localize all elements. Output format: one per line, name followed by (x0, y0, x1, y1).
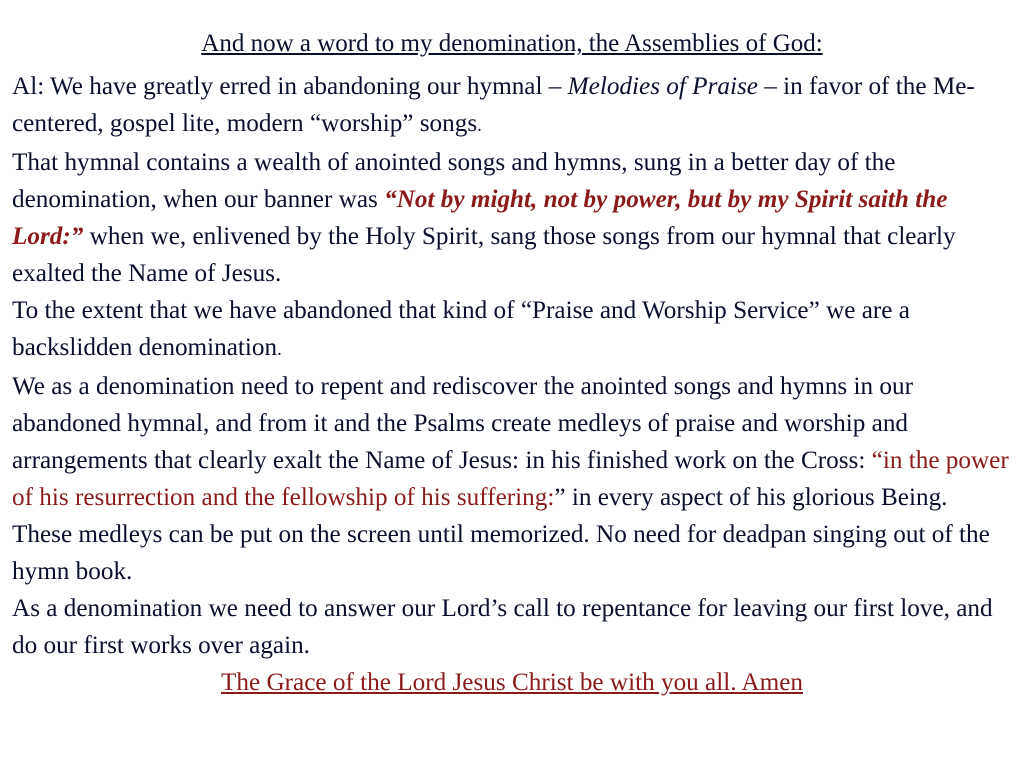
paragraph-first-love: As a denomination we need to answer our Lord’s call to repentance for leaving our first love, and do our first works over again. (12, 595, 993, 659)
hymnal-text-start: Al: We have greatly erred in abandoning our hymnal – (12, 73, 568, 100)
hymnal-text-end: – in favor of the Me-centered, gospel lite, modern “worship” songs (12, 73, 975, 137)
backslidden-text: To the extent that we have abandoned that kind of “Praise and Worship Service” we are a backslidden denomination (12, 297, 910, 361)
slide-body (12, 68, 1012, 701)
paragraph-banner (12, 144, 1012, 292)
slide-heading: And now a word to my denomination, the Assemblies of God: (201, 30, 823, 57)
paragraph-repent (12, 368, 1012, 516)
paragraph-hymnal (12, 68, 1012, 144)
paragraph-medleys: These medleys can be put on the screen until memorized. No need for deadpan singing out of the hymn book. (12, 521, 990, 585)
resurrection-close-quote: ” (554, 484, 566, 511)
banner-text-start: That hymnal contains a wealth of anointed songs and hymns, sung in a better day of the denomination, when our banner was (12, 149, 896, 213)
backslidden-period: . (277, 339, 282, 360)
repent-text-start: We as a denomination need to repent and rediscover the anointed songs and hymns in our abandoned hymnal, and from it and the Psalms create medleys of praise and worship and arrangements that clearly exalt the Name of Jesus: in his finished work on the Cross: (12, 373, 913, 474)
hymnal-period: . (477, 115, 482, 136)
resurrection-quote: “in the power of his resurrection and the fellowship of his suffering: (12, 447, 1009, 511)
banner-text-end: when we, enlivened by the Holy Spirit, sang those songs from our hymnal that clearly exalted the Name of Jesus. (12, 223, 956, 287)
closing-blessing: The Grace of the Lord Jesus Christ be with you all. Amen (221, 669, 803, 696)
repent-text-end: in every aspect of his glorious Being. (565, 484, 948, 511)
paragraph-backslidden (12, 292, 1012, 368)
hymnal-title: Melodies of Praise (567, 73, 758, 100)
banner-scripture-quote: “Not by might, not by power, but by my Spirit saith the Lord:” (12, 186, 948, 250)
